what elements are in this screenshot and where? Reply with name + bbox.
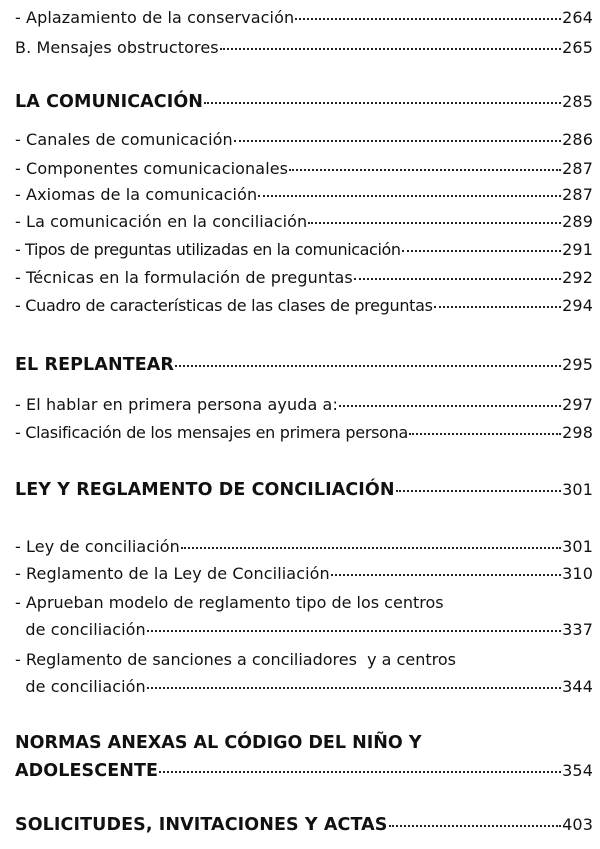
toc-entry [15, 38, 593, 58]
dot-leader [159, 771, 561, 773]
toc-page-number: 294 [562, 296, 593, 315]
toc-page-number: 287 [562, 185, 593, 204]
toc-page-number: 354 [562, 761, 593, 780]
dot-leader [175, 365, 561, 367]
toc-entry-title-line1: - Aprueban modelo de reglamento tipo de los centros [15, 593, 444, 612]
toc-page-number: 344 [562, 677, 593, 696]
toc-page-number: 297 [562, 395, 593, 414]
toc-entry [15, 537, 593, 557]
dot-leader [308, 222, 561, 224]
toc-section-heading [15, 355, 593, 375]
toc-section-title: SOLICITUDES, INVITACIONES Y ACTAS [15, 815, 388, 835]
toc-entry [15, 240, 593, 260]
dot-leader [147, 630, 561, 632]
toc-entry [15, 296, 593, 316]
toc-entry-title: - Clasificación de los mensajes en primera persona [15, 423, 408, 442]
toc-entry [15, 564, 593, 584]
toc-entry-title: - Componentes comunicacionales [15, 159, 289, 178]
toc-entry-title: - La comunicación en la conciliación [15, 212, 308, 231]
toc-page-number: 287 [562, 159, 593, 178]
dot-leader [147, 687, 561, 689]
toc-entry-title: - Ley de conciliación [15, 537, 180, 556]
toc-section-title: ADOLESCENTE [15, 761, 159, 781]
toc-entry [15, 159, 593, 179]
toc-entry-title: - Axiomas de la comunicación [15, 185, 258, 204]
toc-entry-title: - Reglamento de la Ley de Conciliación [15, 564, 330, 583]
toc-entry [15, 212, 593, 232]
toc-section-title: EL REPLANTEAR [15, 355, 175, 375]
toc-entry-title: de conciliación [15, 677, 146, 696]
toc-page-number: 301 [562, 480, 593, 499]
toc-section-heading [15, 480, 593, 500]
toc-entry [15, 8, 593, 28]
toc-entry [15, 268, 593, 288]
toc-page-number: 265 [562, 38, 593, 57]
toc-page-number: 310 [562, 564, 593, 583]
toc-entry-title: - El hablar en primera persona ayuda a: [15, 395, 338, 414]
toc-entry [15, 130, 593, 150]
dot-leader [234, 140, 561, 142]
toc-entry-title: - Técnicas en la formulación de preguntas [15, 268, 353, 287]
toc-page-number: 289 [562, 212, 593, 231]
toc-page-number: 301 [562, 537, 593, 556]
dot-leader [434, 306, 561, 308]
toc-section-heading [15, 815, 593, 835]
dot-leader [396, 490, 562, 492]
toc-page-number: 285 [562, 92, 593, 111]
toc-entry-title: - Tipos de preguntas utilizadas en la comunicación [15, 240, 401, 259]
toc-entry-title: de conciliación [15, 620, 146, 639]
toc-entry [15, 423, 593, 443]
dot-leader [339, 405, 561, 407]
toc-entry-title: - Canales de comunicación [15, 130, 233, 149]
toc-section-title-line1: NORMAS ANEXAS AL CÓDIGO DEL NIÑO Y [15, 733, 422, 753]
toc-entry [15, 185, 593, 205]
toc-entry-title: - Aplazamiento de la conservación [15, 8, 295, 27]
dot-leader [181, 547, 561, 549]
toc-entry [15, 395, 593, 415]
dot-leader [220, 48, 561, 50]
dot-leader [204, 102, 561, 104]
toc-entry-title: - Cuadro de características de las clases de preguntas [15, 296, 433, 315]
dot-leader [389, 825, 562, 827]
toc-section-heading [15, 761, 593, 781]
toc-entry [15, 677, 593, 697]
toc-page-number: 286 [562, 130, 593, 149]
toc-page-number: 264 [562, 8, 593, 27]
dot-leader [331, 574, 561, 576]
toc-page-number: 298 [562, 423, 593, 442]
toc-page-number: 291 [562, 240, 593, 259]
dot-leader [295, 18, 561, 20]
toc-entry [15, 620, 593, 640]
dot-leader [289, 169, 561, 171]
toc-page-number: 403 [562, 815, 593, 834]
toc-page-number: 292 [562, 268, 593, 287]
dot-leader [409, 433, 561, 435]
toc-section-heading [15, 92, 593, 112]
toc-entry-title-line1: - Reglamento de sanciones a conciliadores y a centros [15, 650, 456, 669]
toc-page-number: 337 [562, 620, 593, 639]
dot-leader [354, 278, 561, 280]
toc-page-number: 295 [562, 355, 593, 374]
toc-section-title: LEY Y REGLAMENTO DE CONCILIACIÓN [15, 480, 395, 500]
toc-section-title: LA COMUNICACIÓN [15, 92, 204, 112]
dot-leader [258, 195, 561, 197]
dot-leader [402, 250, 562, 252]
toc-entry-title: B. Mensajes obstructores [15, 38, 219, 57]
